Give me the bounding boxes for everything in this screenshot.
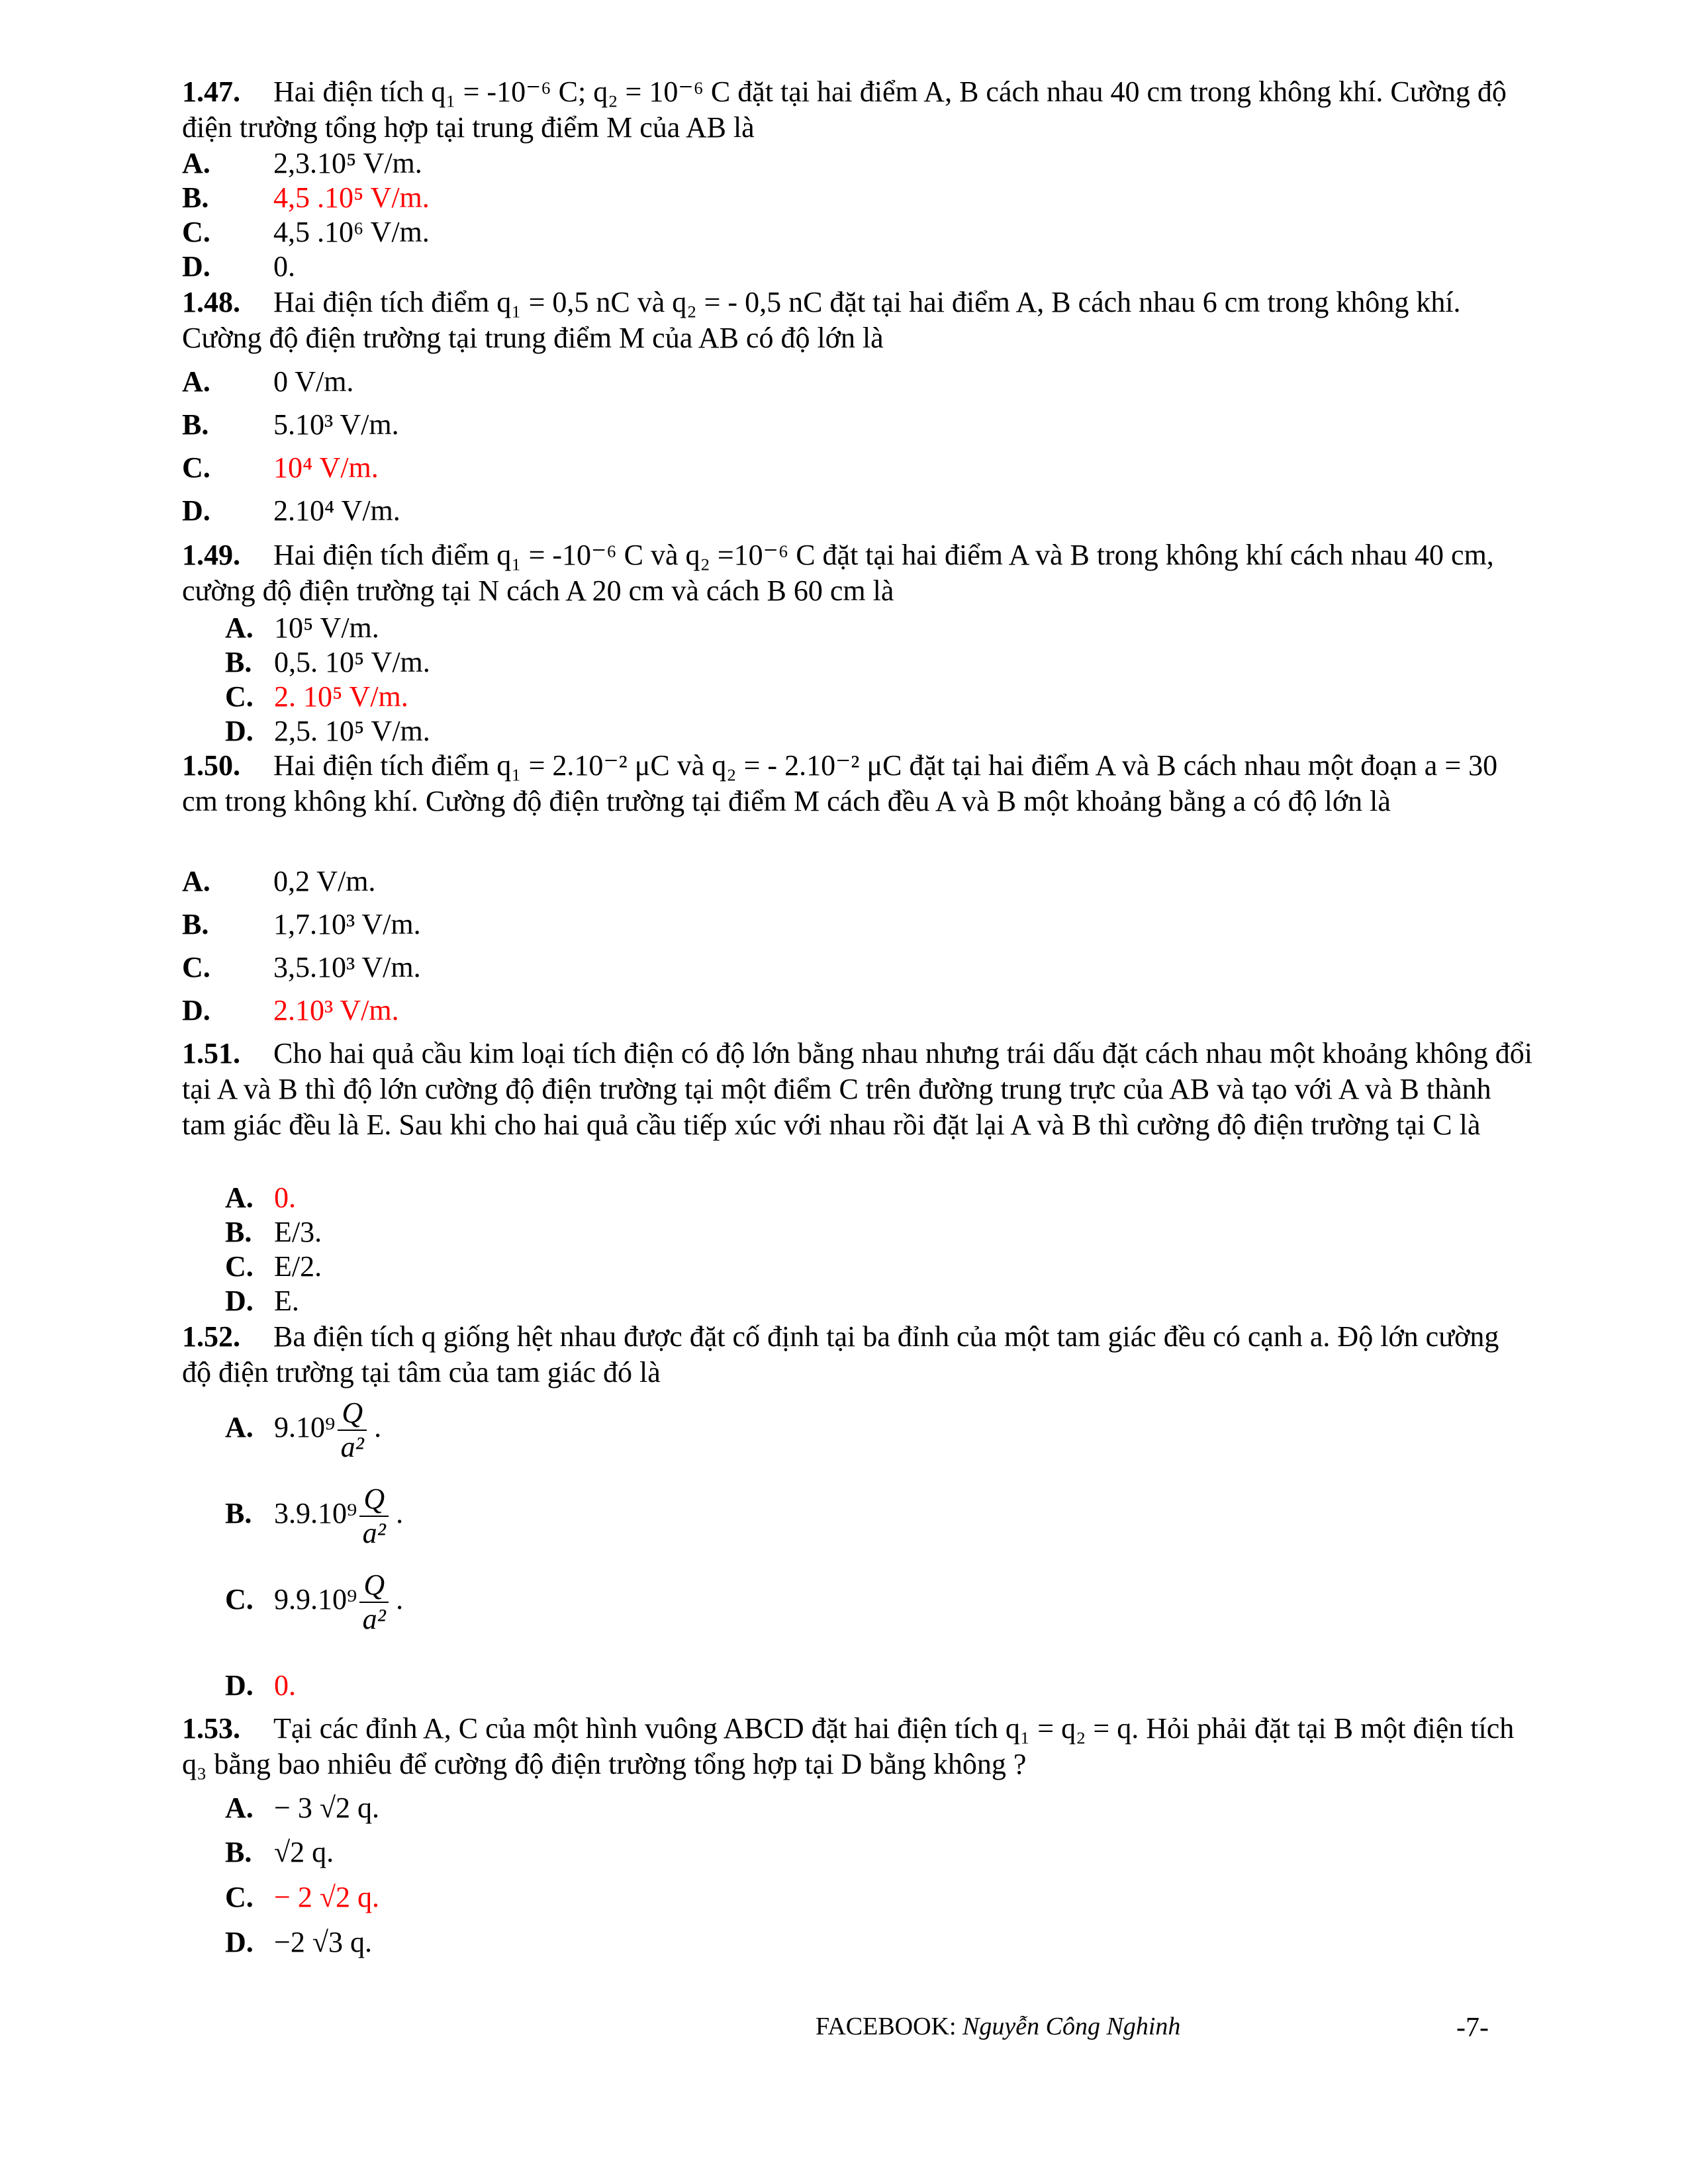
footer-label: FACEBOOK: [816, 2013, 957, 2040]
question-stem: Hai điện tích điểm q₁ = 0,5 nC và q₂ = - 0,5 nC đặt tại hai điểm A, B cách nhau 6 cm trong không khí. Cường độ điện trường tại trung điểm M của AB có độ lớn là [182, 286, 1461, 354]
question-number: 1.50. [182, 749, 240, 782]
option-c: C. 3,5.10³ V/m. [182, 951, 421, 983]
option-b: B. E/3. [225, 1216, 322, 1248]
question-1-51 [182, 1036, 1532, 1143]
option-c-correct: C. 10⁴ V/m. [182, 451, 379, 484]
option-b: B. 0,5. 10⁵ V/m. [225, 646, 430, 678]
question-stem: Hai điện tích điểm q₁ = 2.10⁻² μC và q₂ = - 2.10⁻² μC đặt tại hai điểm A và B cách nhau một đoạn a = 30 cm trong không khí. Cường độ điện trường tại điểm M cách đều A và B một khoảng bằng a có độ lớn là [182, 749, 1498, 817]
option-a: A. 10⁵ V/m. [225, 612, 379, 644]
option-c: C. 9.9.10⁹ $\frac{Q}{\text{a²}}$ . [225, 1569, 404, 1635]
question-number: 1.49. [182, 539, 240, 571]
question-stem: Hai điện tích q₁ = -10⁻⁶ C; q₂ = 10⁻⁶ C đặt tại hai điểm A, B cách nhau 40 cm trong không khí. Cường độ điện trường tổng hợp tại trung điểm M của AB là [182, 75, 1507, 144]
fraction: $\frac{Q}{\text{a²}}$ [359, 1482, 389, 1550]
question-1-50 [182, 748, 1532, 819]
option-b: B. 5.10³ V/m. [182, 408, 399, 441]
option-d: D. 2.10⁴ V/m. [182, 494, 400, 527]
option-d-correct: D. 2.10³ V/m. [182, 994, 399, 1026]
option-c-correct: C. − 2 √2 q. [225, 1881, 379, 1913]
option-d: D. −2 √3 q. [225, 1926, 372, 1958]
question-1-49 [182, 537, 1532, 609]
option-d-correct: D. 0. [225, 1669, 296, 1702]
option-d: D. 0. [182, 250, 295, 283]
option-b: B. 3.9.10⁹ $\frac{Q}{\text{a²}}$ . [225, 1482, 404, 1549]
option-c: C. E/2. [225, 1250, 322, 1283]
option-b: B. 1,7.10³ V/m. [182, 908, 421, 940]
question-number: 1.53. [182, 1712, 240, 1745]
question-stem: Ba điện tích q giống hệt nhau được đặt cố định tại ba đỉnh của một tam giác đều có cạnh a. Độ lớn cường độ điện trường tại tâm của tam giác đó là [182, 1320, 1499, 1388]
fraction: $\frac{Q}{\text{a²}}$ [359, 1569, 389, 1636]
question-1-47 [182, 74, 1532, 146]
option-d: D. 2,5. 10⁵ V/m. [225, 715, 430, 747]
question-stem: Hai điện tích điểm q₁ = -10⁻⁶ C và q₂ =10⁻⁶ C đặt tại hai điểm A và B trong không khí cách nhau 40 cm, cường độ điện trường tại N cách A 20 cm và cách B 60 cm là [182, 539, 1494, 607]
fraction: $\frac{Q}{\text{a²}}$ [338, 1396, 367, 1464]
option-c-correct: C. 2. 10⁵ V/m. [225, 680, 408, 713]
option-a: A. − 3 √2 q. [225, 1792, 379, 1824]
page-number: -7- [1456, 2013, 1489, 2043]
option-a: A. 0,2 V/m. [182, 865, 376, 897]
option-c: C. 4,5 .10⁶ V/m. [182, 216, 430, 248]
question-number: 1.48. [182, 286, 240, 318]
footer-author: Nguyễn Công Nghinh [962, 2013, 1181, 2040]
question-1-48 [182, 285, 1532, 356]
option-a: A. 0 V/m. [182, 365, 354, 398]
question-1-53 [182, 1711, 1532, 1782]
option-b: B. √2 q. [225, 1836, 334, 1868]
question-number: 1.51. [182, 1037, 240, 1069]
question-stem: Tại các đỉnh A, C của một hình vuông ABCD đặt hai điện tích q₁ = q₂ = q. Hỏi phải đặt tại B một điện tích q₃ bằng bao nhiêu để cường độ điện trường tổng hợp tại D bằng không ? [182, 1712, 1515, 1780]
footer-credit [816, 2012, 1180, 2041]
option-a: A. 2,3.10⁵ V/m. [182, 147, 422, 179]
question-1-52 [182, 1319, 1532, 1390]
question-number: 1.47. [182, 75, 240, 108]
option-a: A. 9.10⁹ $\frac{Q}{\text{a²}}$ . [225, 1396, 382, 1463]
question-number: 1.52. [182, 1320, 240, 1353]
option-a-correct: A. 0. [225, 1181, 296, 1214]
option-d: D. E. [225, 1285, 299, 1317]
option-b-correct: B. 4,5 .10⁵ V/m. [182, 181, 430, 214]
question-stem: Cho hai quả cầu kim loại tích điện có độ lớn bằng nhau nhưng trái dấu đặt cách nhau một khoảng không đổi tại A và B thì độ lớn cường độ điện trường tại một điểm C trên đường trung trực của AB và tạo với A và B thành tam giác đều là E. Sau khi cho hai quả cầu tiếp xúc với nhau rồi đặt lại A và B thì cường độ điện trường tại C là [182, 1037, 1533, 1141]
